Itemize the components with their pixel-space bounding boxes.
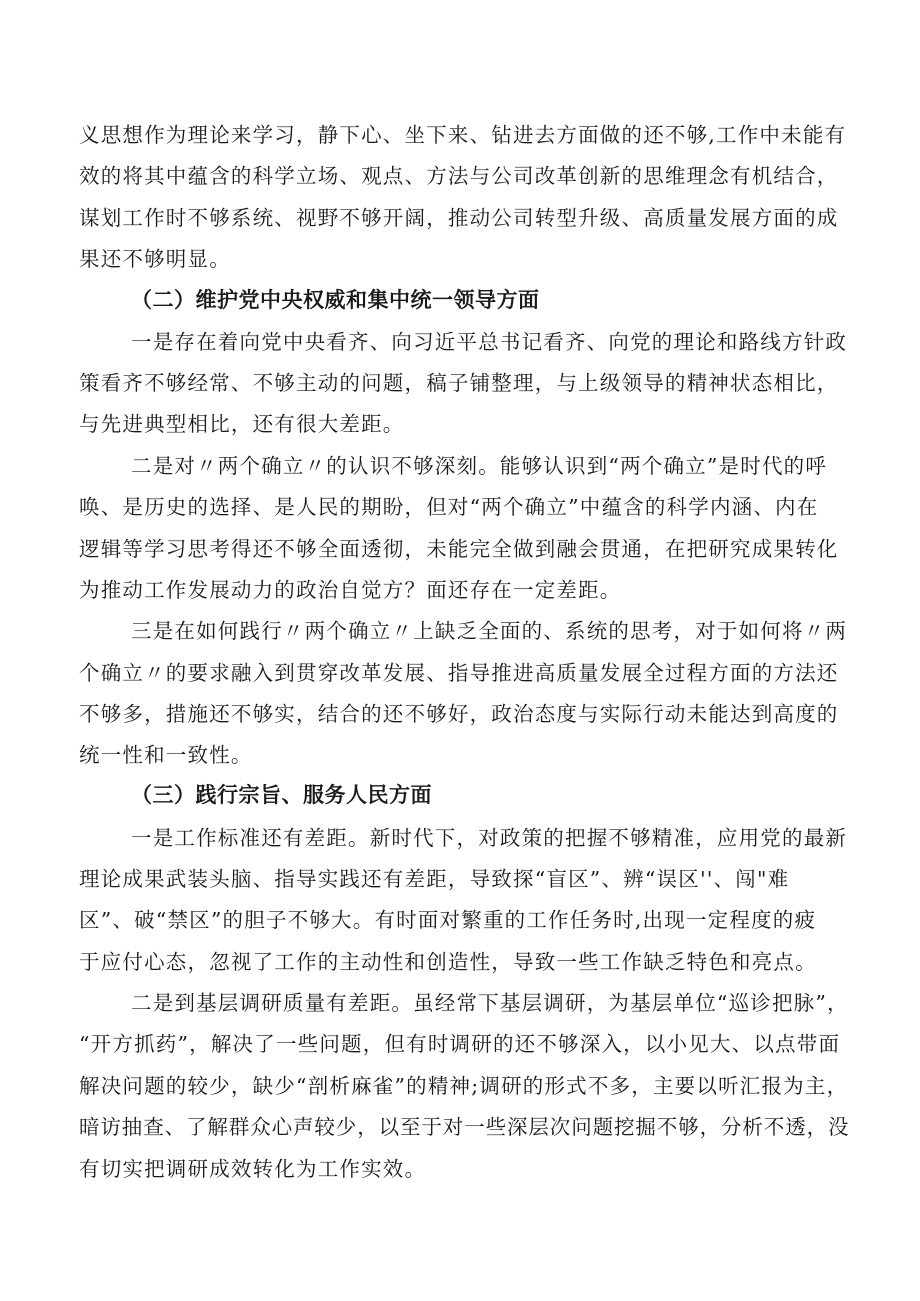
text-line: 逻辑等学习思考得还不够全面透彻，未能完全做到融会贯通，在把研究成果转化 [79, 537, 839, 561]
text-line: 为推动工作发展动力的政治自觉方？面还存在一定差距。 [79, 578, 622, 602]
text-line: 区”、破“禁区”的胆子不够大。有时面对繁重的工作任务时,出现一定程度的疲 [79, 908, 817, 932]
section-heading-2: （二）维护党中央权威和集中统一领导方面 [131, 288, 540, 312]
text-line: 统一性和一致性。 [79, 743, 253, 767]
text-line: 解决问题的较少，缺少“剖析麻雀”的精神;调研的形式不多，主要以听汇报为主， [79, 1074, 849, 1098]
text-line: 个确立〃的要求融入到贯穿改革发展、指导推进高质量发展全过程方面的方法还 [79, 661, 839, 685]
text-line: 二是到基层调研质量有差距。虽经常下基层调研，为基层单位“巡诊把脉”， [131, 991, 849, 1015]
text-line: 义思想作为理论来学习，静下心、坐下来、钻进去方面做的还不够,工作中未能有 [79, 123, 847, 147]
text-line: 暗访抽查、了解群众心声较少，以至于对一些深层次问题挖掘不够，分析不透，没 [79, 1115, 850, 1139]
text-line: 果还不够明显。 [79, 247, 231, 271]
text-line: 谋划工作时不够系统、视野不够开阔，推动公司转型升级、高质量发展方面的成 [79, 206, 839, 230]
text-line: 一是工作标准还有差距。新时代下，对政策的把握不够精准，应用党的最新 [131, 826, 848, 850]
text-line: 不够多，措施还不够实，结合的还不够好，政治态度与实际行动未能达到高度的 [79, 702, 839, 726]
text-line: 三是在如何践行〃两个确立〃上缺乏全面的、系统的思考，对于如何将〃两 [131, 619, 848, 643]
text-line: 理论成果武装头脑、指导实践还有差距，导致探“盲区”、辨“误区''、闯"难 [79, 867, 790, 891]
text-line: 唤、是历史的选择、是人民的期盼，但对“两个确立”中蕴含的科学内涵、内在 [79, 495, 819, 519]
text-line: 与先进典型相比，还有很大差距。 [79, 412, 405, 436]
text-line: 策看齐不够经常、不够主动的问题，稿子铺整理，与上级领导的精神状态相比， [79, 371, 839, 395]
text-line: “开方抓药”，解决了一些问题，但有时调研的还不够深入，以小见大、以点带面 [79, 1032, 841, 1056]
text-line: 于应付心态，忽视了工作的主动性和创造性，导致一些工作缺乏特色和亮点。 [79, 950, 817, 974]
text-line: 一是存在着向党中央看齐、向习近平总书记看齐、向党的理论和路线方针政 [131, 330, 848, 354]
text-line: 效的将其中蕴含的科学立场、观点、方法与公司改革创新的思维理念有机结合， [79, 164, 839, 188]
section-heading-3: （三）践行宗旨、服务人民方面 [131, 783, 432, 807]
text-line: 二是对〃两个确立〃的认识不够深刻。能够认识到“两个确立”是时代的呼 [131, 454, 828, 478]
text-line: 有切实把调研成效转化为工作实效。 [79, 1157, 427, 1181]
